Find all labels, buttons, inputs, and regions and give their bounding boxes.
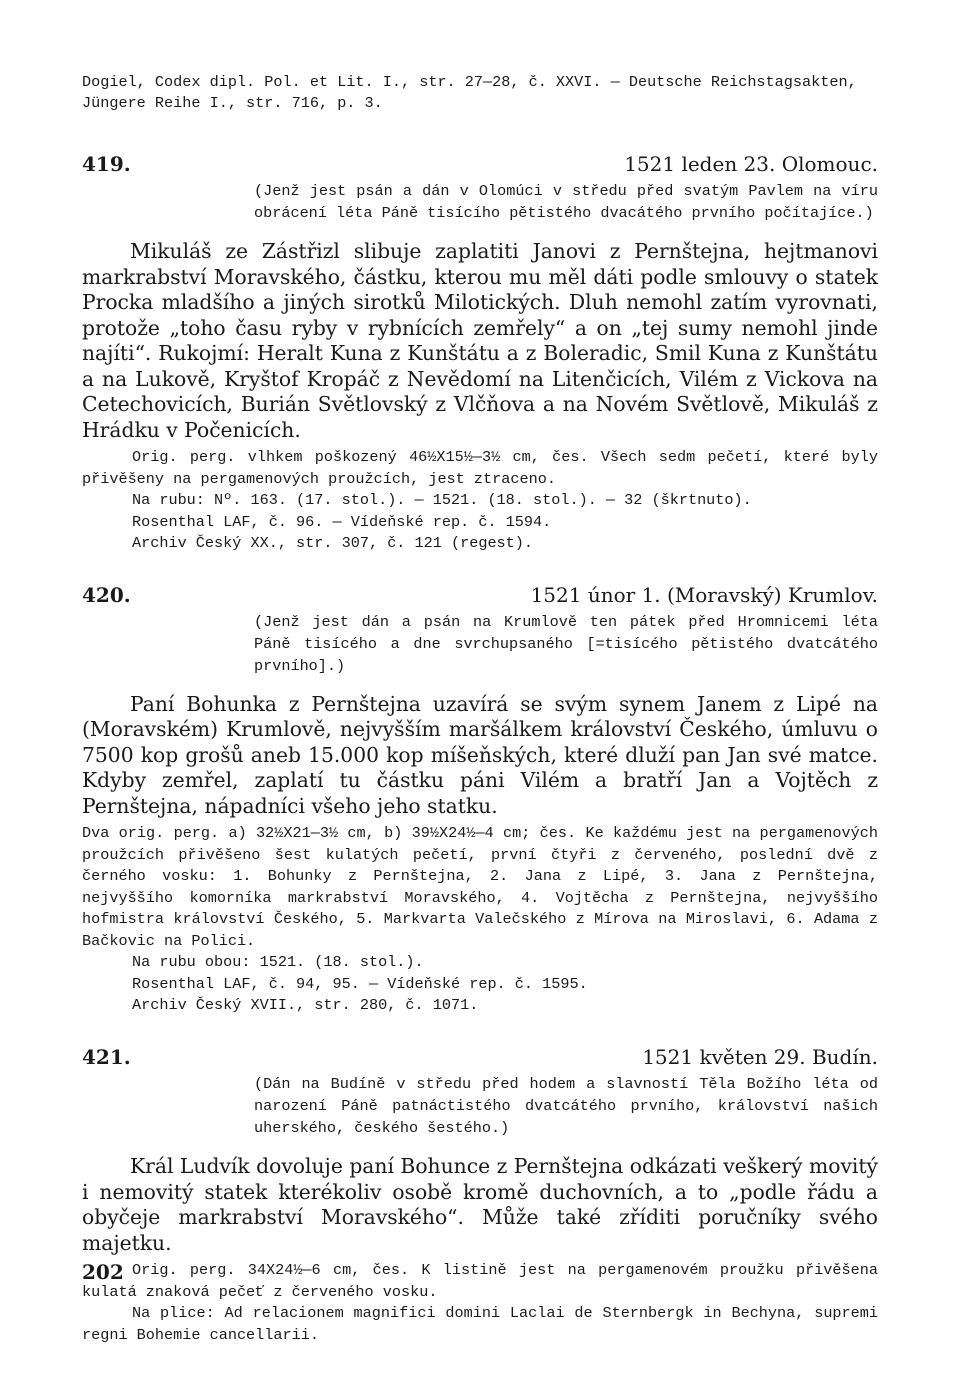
bibliography-line: Archiv Český XVII., str. 280, č. 1071. — [132, 996, 479, 1015]
top-note-line: Dogiel, Codex dipl. Pol. et Lit. I., str. 27—28, č. XXVI. — Deutsche Reichstagsakten, — [82, 73, 857, 91]
entry-date-place: 1521 květen 29. Budín. — [642, 1044, 878, 1069]
entry-heading — [82, 152, 878, 176]
entry-heading — [82, 1045, 878, 1069]
document-description: Dva orig. perg. a) 32½X21—3½ cm, b) 39½X24½—4 cm; čes. Ke každému jest na pergamenových proužcích přivěšeno šest kulatých pečetí, první čtyři z červeného, poslední dvě z černého vosku: 1. Bohunky z Pernštejna, 2. Jana z Lipé, 3. Jana z Pernštejna, nejvyššího komorníka markrabství Moravského, 4. Vojtěcha z Pernštejna, nejvyššího hofmistra království Českého, 5. Markvarta Valečského z Mírova na Miroslavi, 6. Adama z Bačkovic na Polici. — [82, 824, 878, 950]
regest-text: Mikuláš ze Zástřizl slibuje zaplatiti Janovi z Pernštejna, hejtmanovi markrabství Moravského, částku, kterou mu měl dáti podle smlouvy o statek Procka mladšího a jiných sirotků Milotických. Dluh nemohl zatím vyrovnati, protože „toho času ryby v rybnících zemřely“ a on „tej sumy nemohl jinde najíti“. Rukojmí: Heralt Kuna z Kunštátu a z Boleradic, Smil Kuna z Kunštátu a na Lukově, Kryštof Kropáč z Nevědomí na Litenčicích, Vilém z Vickova na Cetechovicích, Burián Světlovský z Vlčňova a na Novém Světlově, Mikuláš z Hrádku v Počenicích. — [82, 239, 878, 442]
document-page — [82, 72, 878, 1346]
entry-date-place: 1521 únor 1. (Moravský) Krumlov. — [530, 582, 878, 607]
bibliography-line: Archiv Český XX., str. 307, č. 121 (regest). — [132, 534, 534, 553]
bibliography-line: Rosenthal LAF, č. 96. — Vídeňské rep. č. 1594. — [132, 512, 552, 531]
bibliography-line: Rosenthal LAF, č. 94, 95. — Vídeňské rep. č. 1595. — [132, 974, 588, 993]
top-bibliography-note — [82, 72, 878, 114]
document-description: Orig. perg. 34X24½—6 cm, čes. K listině jest na pergamenovém proužku přivěšena kulatá znaková pečeť z červeného vosku. — [82, 1261, 878, 1301]
entry-number: 419. — [82, 152, 131, 176]
page-number: 202 — [82, 1260, 124, 1284]
regest-text: Paní Bohunka z Pernštejna uzavírá se svým synem Janem z Lipé na (Moravském) Krumlově, nejvyšším maršálkem království Českého, úmluvu o 7500 kop grošů aneb 15.000 kop míšeňských, které dluží pan Jan své matce. Kdyby zemřel, zaplatí tu částku páni Vilém a bratří Jan a Vojtěch z Pernštejna, nápadníci všeho jeho statku. — [82, 691, 878, 818]
document-description: Orig. perg. vlhkem poškozený 46½X15½—3½ cm, čes. Všech sedm pečetí, které byly přivěšeny na pergamenových proužcích, jest ztraceno. — [82, 448, 878, 488]
original-dating-note: (Jenž jest psán a dán v Olomúci v středu před svatým Pavlem na víru obrácení léta Páně tisícího pětistého dvacátého prvního počítajíce.) — [254, 182, 878, 222]
original-dating-note: (Jenž jest dán a psán na Krumlově ten pátek před Hromnicemi léta Páně tisícého a dne svrchupsaného [=tisícého pětistého dvatcátého prvního].) — [254, 612, 878, 675]
entry-420 — [82, 583, 878, 1017]
entry-number: 421. — [82, 1044, 131, 1069]
top-note-line: Jüngere Reihe I., str. 716, p. 3. — [82, 94, 383, 112]
entry-421 — [82, 1045, 878, 1346]
entry-419 — [82, 152, 878, 555]
original-dating-note: (Dán na Budíně v středu před hodem a slavností Těla Božího léta od narození Páně patnáctistého dvatcátého prvního, království našich uherského, českého šestého.) — [254, 1074, 878, 1137]
regest-text: Král Ludvík dovoluje paní Bohunce z Pernštejna odkázati veškerý movitý i nemovitý statek kterékoliv osobě kromě duchovních, a to „podle řádu a obyčeje markrabství Moravského“. Může také zříditi poručníky svého majetku. — [82, 1154, 878, 1255]
entry-date-place: 1521 leden 23. Olomouc. — [624, 152, 878, 176]
bibliography-line: Na rubu: Nº. 163. (17. stol.). — 1521. (18. stol.). — 32 (škrtnuto). — [132, 491, 752, 510]
entry-number: 420. — [82, 582, 131, 607]
bibliography-line: Na plice: Ad relacionem magnifici domini Laclai de Sternbergk in Bechyna, supremi regni Bohemie cancellarii. — [82, 1304, 878, 1344]
entry-heading — [82, 583, 878, 607]
bibliography-line: Na rubu obou: 1521. (18. stol.). — [132, 953, 424, 972]
